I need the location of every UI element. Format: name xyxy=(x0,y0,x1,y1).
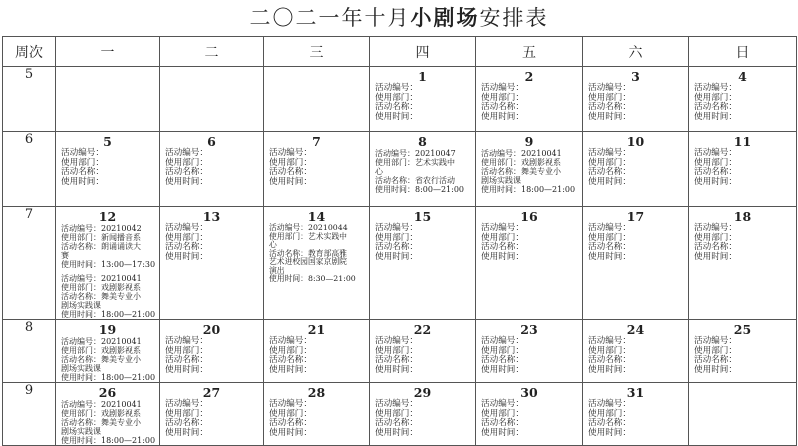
event-field-line: 使用时间： xyxy=(694,364,737,375)
event-field-line: 使用部门： xyxy=(588,408,631,419)
event-field-line: 使用时间： xyxy=(269,427,312,438)
event-field-line: 活动名称： xyxy=(165,167,208,178)
event-field-line: 活动名称： xyxy=(269,355,312,366)
event-field-line: 活动名称： xyxy=(375,242,418,253)
event-field-line: 使用时间： xyxy=(165,176,208,187)
day-cell xyxy=(264,207,370,320)
event-fields xyxy=(264,337,369,375)
event-field-line: 使用时间： xyxy=(481,364,524,375)
event-field-line: 使用时间： xyxy=(588,427,631,438)
day-cell xyxy=(583,67,689,132)
day-cell xyxy=(370,132,476,207)
week-number: 9 xyxy=(3,383,56,446)
header-row xyxy=(3,37,797,67)
event-field-line: 活动名称： xyxy=(481,418,524,429)
event-field-line: 活动编号： xyxy=(588,399,631,409)
day-number: 13 xyxy=(202,209,221,224)
event-field-line: 活动名称：舞美专业小 xyxy=(61,418,141,427)
day-number: 30 xyxy=(520,385,538,400)
day-number: 8 xyxy=(418,134,427,149)
day-number: 23 xyxy=(520,322,538,337)
title-bold: 小剧场 xyxy=(410,5,480,30)
event-field-line: 活动名称： xyxy=(165,355,208,366)
event-field-line: 使用时间： xyxy=(61,176,104,187)
day-cell xyxy=(476,67,583,132)
page-title xyxy=(0,0,798,36)
day-number: 7 xyxy=(312,134,321,149)
day-cell xyxy=(264,320,370,383)
day-cell xyxy=(689,383,797,446)
day-cell xyxy=(264,67,370,132)
event-field-line: 活动编号： xyxy=(588,223,631,233)
day-cell xyxy=(264,383,370,446)
event-field-line: 活动编号：20210041 xyxy=(61,337,142,346)
event-field-line: 使用部门： xyxy=(588,157,631,168)
title-plain: 二〇二一年十月 xyxy=(249,6,411,30)
event-field-line: 艺术进校园国家京剧院 xyxy=(269,257,347,266)
event-field-line: 活动名称： xyxy=(375,355,418,366)
week-row xyxy=(3,320,797,383)
event-field-line: 使用部门： xyxy=(375,345,418,356)
event-field-line: 活动名称： xyxy=(481,102,524,113)
day-cell xyxy=(689,207,797,320)
event-fields xyxy=(476,337,582,375)
day-number: 28 xyxy=(307,385,326,400)
event-fields xyxy=(689,337,796,375)
day-cell xyxy=(476,320,583,383)
day-cell xyxy=(56,320,160,383)
day-cell xyxy=(56,67,160,132)
event-fields xyxy=(476,400,582,438)
event-fields xyxy=(583,224,688,262)
week-number: 6 xyxy=(3,132,56,207)
event-field-line: 活动名称：朗诵诵读大 xyxy=(61,242,141,251)
event-field-line: 活动编号： xyxy=(269,399,312,409)
event-fields xyxy=(689,224,796,262)
event-field-line: 活动名称：舞美专业小 xyxy=(61,355,141,364)
event-field-line: 使用部门：戏剧影视系 xyxy=(61,346,141,355)
week-row xyxy=(3,383,797,446)
event-field-line: 活动编号： xyxy=(165,336,208,346)
day-number: 17 xyxy=(626,209,645,224)
event-fields xyxy=(264,224,369,284)
day-cell xyxy=(370,320,476,383)
event-field-line: 使用时间： xyxy=(375,427,418,438)
day-cell xyxy=(56,383,160,446)
event-fields xyxy=(56,400,159,445)
event-field-line: 活动名称： xyxy=(588,242,631,253)
event-field-line: 活动编号：20210044 xyxy=(269,223,348,232)
event-field-line: 活动编号： xyxy=(481,223,524,233)
event-field-line: 使用部门： xyxy=(165,232,208,243)
event-field-line: 使用部门： xyxy=(481,408,524,419)
week-row xyxy=(3,67,797,132)
day-number: 14 xyxy=(307,209,326,224)
day-number: 24 xyxy=(626,322,645,337)
event-field-line: 演出 xyxy=(269,265,285,275)
day-cell xyxy=(56,207,160,320)
event-field-line: 使用部门： xyxy=(481,92,524,103)
day-number: 29 xyxy=(413,385,432,400)
day-cell xyxy=(583,383,689,446)
event-fields xyxy=(160,337,263,375)
event-field-line: 活动编号： xyxy=(694,336,737,346)
event-field-line: 使用时间： xyxy=(694,111,737,122)
day-number: 15 xyxy=(413,209,432,224)
event-field-line: 活动名称： xyxy=(588,355,631,366)
event-fields xyxy=(370,400,475,438)
event-field-line: 活动编号： xyxy=(694,83,737,93)
day-number: 21 xyxy=(307,322,326,337)
day-number: 4 xyxy=(738,69,747,84)
event-fields xyxy=(370,337,475,375)
day-number: 2 xyxy=(524,69,534,84)
event-field-line: 活动编号：20210042 xyxy=(61,224,142,233)
event-fields xyxy=(370,224,475,262)
event-fields xyxy=(56,224,159,269)
event-field-line: 使用部门： xyxy=(165,345,208,356)
event-fields xyxy=(56,274,159,319)
event-fields xyxy=(476,149,582,194)
event-field-line: 使用时间： xyxy=(588,364,631,375)
day-cell xyxy=(689,67,797,132)
event-field-line: 使用时间： xyxy=(165,251,208,262)
day-number: 18 xyxy=(733,209,752,224)
event-fields xyxy=(160,400,263,438)
event-field-line: 使用部门： xyxy=(269,408,312,419)
event-field-line: 剧场实践课 xyxy=(61,364,101,373)
header-fri: 五 xyxy=(476,37,583,67)
header-week: 周次 xyxy=(3,37,56,67)
event-field-line: 使用部门： xyxy=(375,408,418,419)
day-cell xyxy=(370,67,476,132)
event-fields xyxy=(476,84,582,122)
event-field-line: 使用部门： xyxy=(375,232,418,243)
event-field-line: 活动编号： xyxy=(375,399,418,409)
day-cell xyxy=(160,207,264,320)
event-field-line: 使用时间： xyxy=(269,364,312,375)
day-number: 22 xyxy=(413,322,432,337)
event-field-line: 活动名称： xyxy=(481,355,524,366)
event-field-line: 剧场实践课 xyxy=(61,427,101,436)
event-field-line: 活动编号： xyxy=(165,399,208,409)
event-field-line: 使用部门：艺术实践中 xyxy=(269,231,347,241)
event-field-line: 活动编号： xyxy=(61,148,104,158)
day-number: 16 xyxy=(520,209,538,224)
header-sat: 六 xyxy=(583,37,689,67)
event-fields xyxy=(370,149,475,194)
day-number: 1 xyxy=(418,69,427,84)
event-field-line: 使用部门：戏剧影视系 xyxy=(481,158,561,167)
event-field-line: 活动编号： xyxy=(269,148,312,158)
event-field-line: 活动名称： xyxy=(269,167,312,178)
event-fields xyxy=(583,149,688,187)
day-cell xyxy=(476,132,583,207)
event-field-line: 活动编号：20210047 xyxy=(375,149,456,158)
event-field-line: 使用部门： xyxy=(694,345,737,356)
header-thu: 四 xyxy=(370,37,476,67)
event-field-line: 使用时间： xyxy=(481,251,524,262)
event-field-line: 活动编号： xyxy=(375,83,418,93)
day-cell xyxy=(583,320,689,383)
event-field-line: 活动名称： xyxy=(588,167,631,178)
day-number: 9 xyxy=(524,134,534,149)
day-number: 3 xyxy=(631,69,640,84)
event-field-line: 使用时间：8:30—21:00 xyxy=(269,274,356,283)
day-number: 26 xyxy=(98,385,117,400)
header-tue: 二 xyxy=(160,37,264,67)
event-field-line: 使用时间： xyxy=(165,364,208,375)
event-field-line: 心 xyxy=(269,240,277,249)
event-field-line: 活动名称： xyxy=(165,242,208,253)
event-fields xyxy=(583,400,688,438)
header-wed: 三 xyxy=(264,37,370,67)
event-field-line: 活动名称： xyxy=(588,102,631,113)
day-cell xyxy=(583,207,689,320)
day-cell xyxy=(476,383,583,446)
event-fields xyxy=(583,84,688,122)
event-field-line: 使用时间： xyxy=(694,176,737,187)
day-number: 12 xyxy=(98,209,117,224)
event-fields xyxy=(160,149,263,187)
week-number: 8 xyxy=(3,320,56,383)
event-field-line: 活动名称： xyxy=(375,102,418,113)
event-field-line: 使用时间：18:00—21:00 xyxy=(61,436,156,445)
event-field-line: 活动名称： xyxy=(694,102,737,113)
event-field-line: 活动编号： xyxy=(694,148,737,158)
header-sun: 日 xyxy=(689,37,797,67)
day-cell xyxy=(56,132,160,207)
event-fields xyxy=(476,224,582,262)
event-field-line: 使用部门： xyxy=(588,345,631,356)
event-field-line: 使用时间： xyxy=(165,427,208,438)
event-field-line: 活动编号： xyxy=(694,223,737,233)
event-field-line: 使用时间：18:00—21:00 xyxy=(481,185,576,194)
event-fields xyxy=(264,149,369,187)
day-number: 31 xyxy=(626,385,645,400)
event-field-line: 使用时间： xyxy=(375,251,418,262)
event-field-line: 使用部门：戏剧影视系 xyxy=(61,409,141,418)
event-field-line: 活动编号： xyxy=(165,148,208,158)
day-number: 19 xyxy=(98,322,117,337)
event-field-line: 使用部门： xyxy=(269,157,312,168)
day-number: 27 xyxy=(202,385,221,400)
event-field-line: 活动名称： xyxy=(481,242,524,253)
event-field-line: 使用部门： xyxy=(588,232,631,243)
event-field-line: 使用时间： xyxy=(588,111,631,122)
event-field-line: 使用时间：8:00—21:00 xyxy=(375,185,465,194)
event-field-line: 使用部门：戏剧影视系 xyxy=(61,283,141,292)
event-field-line: 使用部门： xyxy=(588,92,631,103)
event-field-line: 活动名称： xyxy=(269,418,312,429)
week-number: 7 xyxy=(3,207,56,320)
event-field-line: 活动名称： xyxy=(61,167,104,178)
day-cell xyxy=(370,383,476,446)
title-suffix: 安排表 xyxy=(479,6,549,30)
event-field-line: 剧场实践课 xyxy=(481,176,521,185)
event-field-line: 使用时间： xyxy=(694,251,737,262)
event-field-line: 活动编号： xyxy=(588,83,631,93)
event-field-line: 活动编号： xyxy=(588,336,631,346)
day-number: 6 xyxy=(207,134,216,149)
day-number: 5 xyxy=(103,134,112,149)
header-mon: 一 xyxy=(56,37,160,67)
event-field-line: 使用部门： xyxy=(481,232,524,243)
event-field-line: 活动名称： xyxy=(588,418,631,429)
event-fields xyxy=(583,337,688,375)
event-field-line: 剧场实践课 xyxy=(61,301,101,310)
event-field-line: 活动名称：舞美专业小 xyxy=(481,167,561,176)
event-field-line: 活动编号：20210041 xyxy=(481,149,562,158)
day-cell xyxy=(476,207,583,320)
day-cell xyxy=(689,132,797,207)
event-field-line: 活动编号： xyxy=(588,148,631,158)
week-row xyxy=(3,132,797,207)
day-number: 10 xyxy=(626,134,645,149)
event-fields xyxy=(370,84,475,122)
event-fields xyxy=(56,149,159,187)
event-field-line: 使用时间：18:00—21:00 xyxy=(61,310,156,319)
day-cell xyxy=(160,67,264,132)
event-field-line: 活动编号： xyxy=(481,399,524,409)
event-field-line: 使用部门： xyxy=(375,92,418,103)
event-field-line: 活动名称： xyxy=(694,242,737,253)
event-field-line: 使用时间： xyxy=(375,364,418,375)
event-field-line: 活动编号： xyxy=(269,336,312,346)
event-field-line: 使用部门： xyxy=(694,157,737,168)
event-fields xyxy=(160,224,263,262)
event-field-line: 使用时间： xyxy=(588,176,631,187)
event-field-line: 活动编号： xyxy=(375,223,418,233)
event-field-line: 使用部门： xyxy=(694,232,737,243)
event-field-line: 使用时间： xyxy=(269,176,312,187)
calendar-table xyxy=(2,36,797,446)
day-number: 25 xyxy=(733,322,752,337)
day-number: 11 xyxy=(733,134,752,149)
event-field-line: 使用时间： xyxy=(375,111,418,122)
event-fields xyxy=(689,84,796,122)
event-field-line: 使用部门： xyxy=(269,345,312,356)
event-field-line: 活动编号： xyxy=(165,223,208,233)
event-field-line: 使用时间：18:00—21:00 xyxy=(61,373,156,382)
event-field-line: 使用时间： xyxy=(588,251,631,262)
event-fields xyxy=(264,400,369,438)
event-field-line: 使用部门： xyxy=(61,157,104,168)
day-cell xyxy=(160,383,264,446)
event-field-line: 使用部门： xyxy=(165,157,208,168)
event-fields xyxy=(56,337,159,382)
day-cell xyxy=(689,320,797,383)
week-number: 5 xyxy=(3,67,56,132)
day-cell xyxy=(370,207,476,320)
event-field-line: 活动编号： xyxy=(481,336,524,346)
event-field-line: 使用时间：13:00—17:30 xyxy=(61,260,156,269)
event-field-line: 活动名称：省农行活动 xyxy=(375,176,455,185)
event-field-line: 活动名称： xyxy=(694,167,737,178)
event-field-line: 使用部门： xyxy=(694,92,737,103)
week-row xyxy=(3,207,797,320)
event-field-line: 活动编号：20210041 xyxy=(61,274,142,283)
event-field-line: 活动名称： xyxy=(375,418,418,429)
event-field-line: 活动编号： xyxy=(375,336,418,346)
event-field-line: 使用部门： xyxy=(481,345,524,356)
event-field-line: 使用部门：新闻播音系 xyxy=(61,233,141,242)
event-field-line: 活动名称： xyxy=(694,355,737,366)
event-field-line: 使用时间： xyxy=(481,111,524,122)
day-number: 20 xyxy=(202,322,221,337)
day-cell xyxy=(583,132,689,207)
event-field-line: 活动名称：教育部高雅 xyxy=(269,248,347,258)
event-field-line: 活动编号： xyxy=(481,83,524,93)
event-field-line: 使用部门： xyxy=(165,408,208,419)
event-field-line: 活动名称：舞美专业小 xyxy=(61,292,141,301)
event-field-line: 使用时间： xyxy=(481,427,524,438)
day-cell xyxy=(160,320,264,383)
event-field-line: 使用部门：艺术实践中 xyxy=(375,158,455,167)
event-field-line: 活动名称： xyxy=(165,418,208,429)
event-fields xyxy=(689,149,796,187)
event-field-line: 活动编号：20210041 xyxy=(61,400,142,409)
event-field-line: 心 xyxy=(375,167,383,176)
day-cell xyxy=(160,132,264,207)
day-cell xyxy=(264,132,370,207)
event-field-line: 赛 xyxy=(61,251,69,260)
